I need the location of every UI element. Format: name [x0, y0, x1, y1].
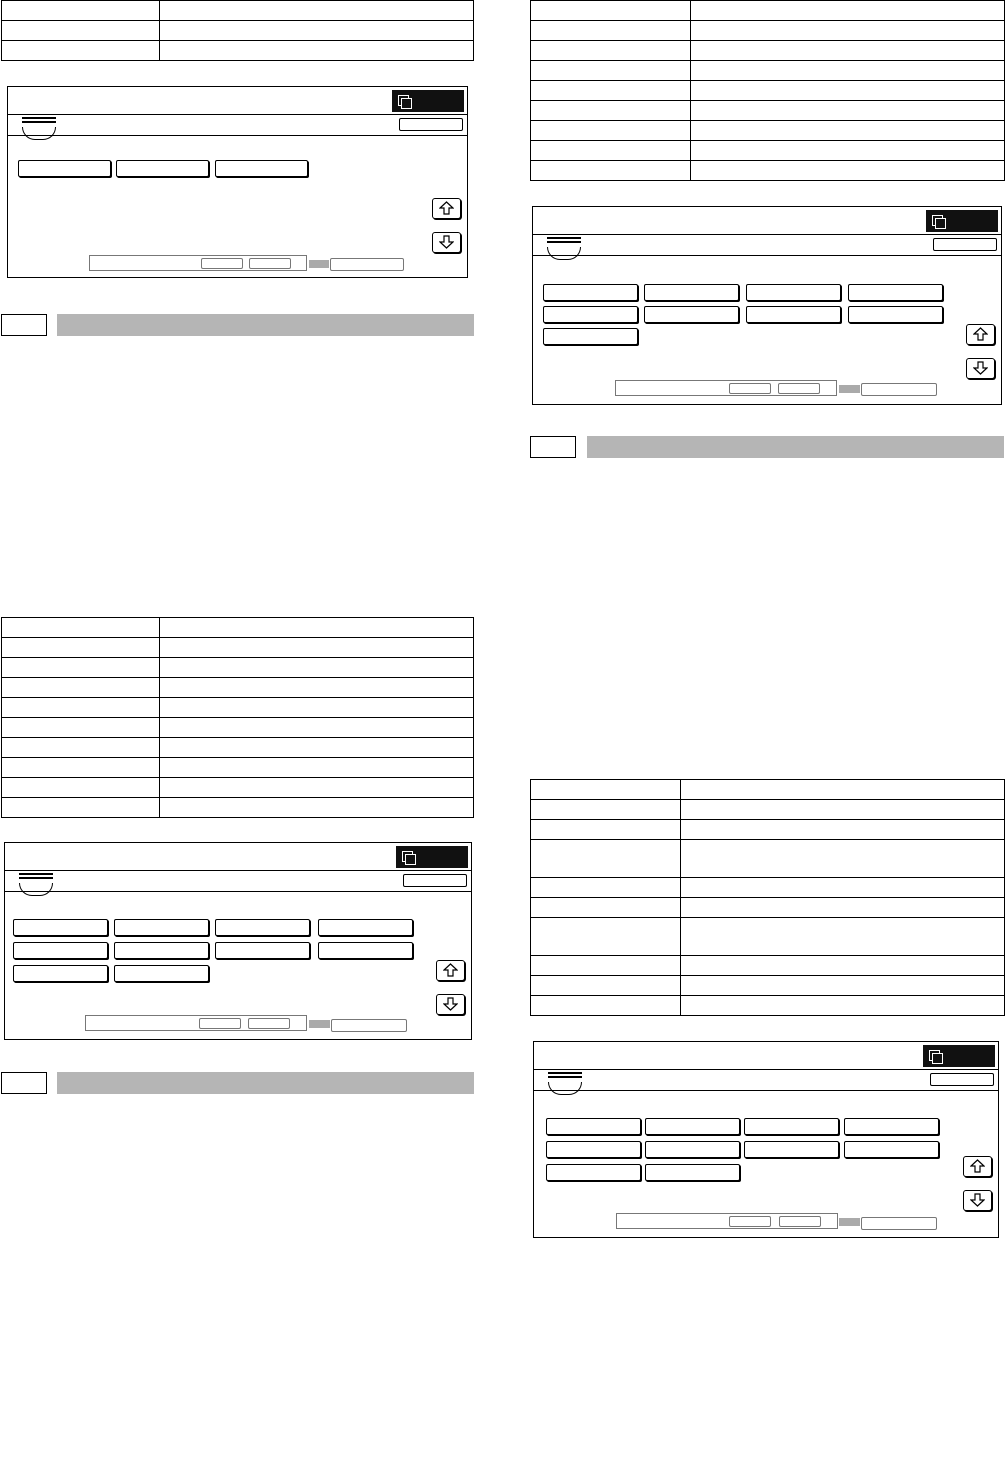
cell — [691, 21, 1005, 41]
scroll-down-button[interactable] — [432, 232, 461, 253]
cell — [531, 780, 681, 800]
table-top-left — [1, 0, 474, 61]
cell — [2, 778, 160, 798]
screen-title-bar — [534, 1042, 998, 1070]
cell — [681, 780, 1005, 800]
setting-button-1[interactable] — [18, 160, 111, 177]
menu-lines-icon — [547, 237, 581, 259]
cell — [160, 658, 474, 678]
setting-button-5[interactable] — [543, 306, 638, 323]
scroll-up-button[interactable] — [432, 198, 461, 219]
cell — [531, 800, 681, 820]
ok-button[interactable] — [933, 238, 997, 251]
scroll-down-arrow-icon — [439, 235, 454, 249]
setting-button-2[interactable] — [645, 1118, 740, 1135]
cell — [531, 1, 691, 21]
ok-button[interactable] — [403, 874, 467, 887]
cell — [2, 21, 160, 41]
cell — [160, 618, 474, 638]
cell — [2, 41, 160, 61]
status-mini-button-2[interactable] — [249, 258, 291, 269]
setting-button-9[interactable] — [13, 965, 108, 982]
scroll-up-button[interactable] — [966, 324, 995, 345]
setting-button-5[interactable] — [546, 1141, 641, 1158]
cell — [691, 61, 1005, 81]
status-mini-button-2[interactable] — [248, 1018, 290, 1029]
cell — [531, 976, 681, 996]
scroll-down-button[interactable] — [436, 994, 465, 1015]
scroll-up-arrow-icon — [973, 327, 988, 341]
section-number-3 — [1, 1072, 47, 1094]
cell — [681, 800, 1005, 820]
cell — [691, 141, 1005, 161]
setting-button-3[interactable] — [746, 284, 841, 301]
screen-sub-bar — [5, 871, 471, 892]
setting-button-9[interactable] — [543, 328, 638, 345]
scroll-down-arrow-icon — [973, 361, 988, 375]
menu-lines-icon — [19, 873, 53, 895]
cell — [691, 41, 1005, 61]
setting-button-1[interactable] — [543, 284, 638, 301]
setting-button-6[interactable] — [645, 1141, 740, 1158]
scroll-down-arrow-icon — [443, 997, 458, 1011]
cell — [2, 718, 160, 738]
status-box — [615, 380, 837, 396]
cell — [691, 161, 1005, 181]
cell — [160, 738, 474, 758]
table-middle-left — [1, 617, 474, 818]
setting-button-8[interactable] — [318, 942, 413, 959]
status-mini-button-1[interactable] — [729, 1216, 771, 1227]
screen-title-bar — [533, 207, 1001, 235]
scroll-down-button[interactable] — [963, 1190, 992, 1211]
setting-button-2[interactable] — [114, 919, 209, 936]
copy-mode-icon — [392, 90, 464, 112]
status-mini-button-2[interactable] — [779, 1216, 821, 1227]
cell — [681, 918, 1005, 956]
cell — [2, 638, 160, 658]
touch-panel-screen-1 — [7, 86, 468, 278]
cell — [681, 898, 1005, 918]
cell — [160, 798, 474, 818]
cell — [2, 698, 160, 718]
cell — [160, 638, 474, 658]
section-number-2 — [530, 436, 576, 458]
status-box — [89, 255, 307, 271]
setting-button-8[interactable] — [844, 1141, 939, 1158]
touch-panel-screen-4 — [533, 1041, 999, 1238]
cell — [531, 101, 691, 121]
section-number-1 — [1, 314, 47, 336]
cell — [160, 698, 474, 718]
scroll-down-button[interactable] — [966, 358, 995, 379]
setting-button-7[interactable] — [215, 942, 310, 959]
cell — [2, 758, 160, 778]
cell — [531, 61, 691, 81]
setting-button-7[interactable] — [746, 306, 841, 323]
setting-button-7[interactable] — [744, 1141, 839, 1158]
scroll-up-arrow-icon — [439, 201, 454, 215]
cell — [2, 658, 160, 678]
setting-button-3[interactable] — [744, 1118, 839, 1135]
cell — [531, 161, 691, 181]
cell — [531, 820, 681, 840]
setting-button-6[interactable] — [644, 306, 739, 323]
setting-button-3[interactable] — [215, 919, 310, 936]
setting-button-9[interactable] — [546, 1164, 641, 1181]
setting-button-1[interactable] — [13, 919, 108, 936]
setting-button-3[interactable] — [215, 160, 308, 177]
cell — [160, 1, 474, 21]
screen-title-bar — [8, 87, 467, 115]
cell — [531, 121, 691, 141]
status-mini-button-1[interactable] — [201, 258, 243, 269]
scroll-up-arrow-icon — [443, 963, 458, 977]
setting-button-6[interactable] — [114, 942, 209, 959]
cell — [2, 678, 160, 698]
status-box — [616, 1213, 838, 1229]
status-mini-button-1[interactable] — [199, 1018, 241, 1029]
setting-button-8[interactable] — [848, 306, 943, 323]
cell — [531, 21, 691, 41]
menu-lines-icon — [22, 117, 56, 139]
ok-button[interactable] — [930, 1073, 994, 1086]
setting-button-4[interactable] — [844, 1118, 939, 1135]
touch-panel-screen-3 — [4, 842, 472, 1040]
status-wide-button[interactable] — [861, 383, 937, 396]
table-top-right — [530, 0, 1005, 181]
cell — [691, 121, 1005, 141]
cell — [160, 678, 474, 698]
section-header-1 — [57, 314, 474, 336]
cell — [160, 41, 474, 61]
setting-button-5[interactable] — [13, 942, 108, 959]
status-bar — [839, 1218, 860, 1226]
table-middle-right — [530, 779, 1005, 1016]
cell — [681, 976, 1005, 996]
scroll-up-arrow-icon — [970, 1159, 985, 1173]
cell — [160, 718, 474, 738]
setting-button-2[interactable] — [644, 284, 739, 301]
cell — [2, 1, 160, 21]
section-header-2 — [587, 436, 1004, 458]
screen-sub-bar — [534, 1070, 998, 1091]
cell — [531, 141, 691, 161]
status-mini-button-1[interactable] — [729, 383, 771, 394]
scroll-down-arrow-icon — [970, 1193, 985, 1207]
cell — [531, 878, 681, 898]
touch-panel-screen-2 — [532, 206, 1002, 405]
scroll-up-button[interactable] — [436, 960, 465, 981]
cell — [681, 956, 1005, 976]
cell — [681, 878, 1005, 898]
cell — [531, 956, 681, 976]
ok-button[interactable] — [399, 118, 463, 131]
status-bar — [839, 385, 860, 393]
copy-mode-icon — [926, 210, 998, 232]
screen-sub-bar — [8, 115, 467, 136]
cell — [2, 618, 160, 638]
copy-mode-icon — [396, 846, 468, 868]
setting-button-10[interactable] — [114, 965, 209, 982]
menu-lines-icon — [548, 1072, 582, 1094]
cell — [531, 996, 681, 1016]
copy-mode-icon — [923, 1045, 995, 1067]
setting-button-1[interactable] — [546, 1118, 641, 1135]
cell — [160, 758, 474, 778]
screen-title-bar — [5, 843, 471, 871]
setting-button-10[interactable] — [645, 1164, 740, 1181]
cell — [160, 21, 474, 41]
cell — [531, 41, 691, 61]
status-mini-button-2[interactable] — [778, 383, 820, 394]
section-header-3 — [57, 1072, 474, 1094]
setting-button-4[interactable] — [318, 919, 413, 936]
cell — [531, 898, 681, 918]
setting-button-4[interactable] — [848, 284, 943, 301]
status-wide-button[interactable] — [330, 258, 404, 271]
cell — [160, 778, 474, 798]
status-wide-button[interactable] — [861, 1217, 937, 1230]
cell — [681, 820, 1005, 840]
screen-sub-bar — [533, 235, 1001, 256]
cell — [691, 101, 1005, 121]
cell — [2, 798, 160, 818]
cell — [691, 1, 1005, 21]
cell — [531, 81, 691, 101]
status-box — [85, 1015, 307, 1031]
cell — [531, 918, 681, 956]
setting-button-2[interactable] — [116, 160, 209, 177]
status-bar — [309, 260, 329, 268]
cell — [531, 840, 681, 878]
cell — [681, 996, 1005, 1016]
scroll-up-button[interactable] — [963, 1156, 992, 1177]
status-wide-button[interactable] — [331, 1019, 407, 1032]
status-bar — [309, 1020, 330, 1028]
cell — [691, 81, 1005, 101]
cell — [2, 738, 160, 758]
cell — [681, 840, 1005, 878]
